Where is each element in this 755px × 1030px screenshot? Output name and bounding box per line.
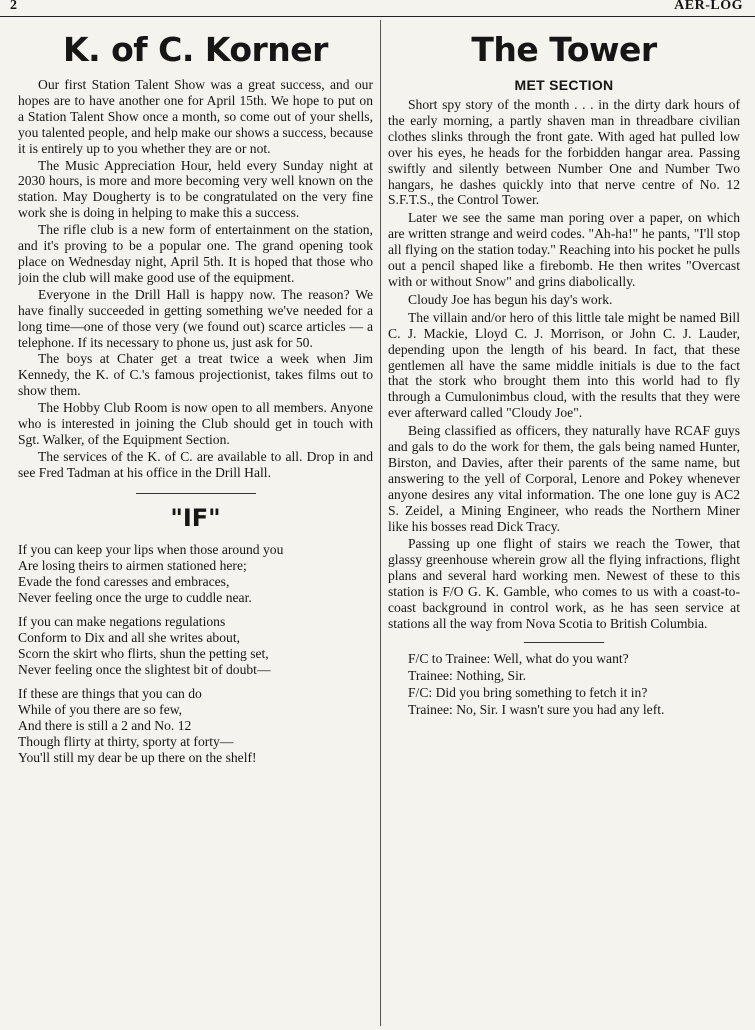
- dialogue-line: Trainee: No, Sir. I wasn't sure you had any left.: [408, 701, 665, 717]
- dialogue-line: F/C: Did you bring something to fetch it in?: [408, 684, 648, 700]
- right-column: [388, 18, 740, 1026]
- poem-body: [18, 542, 373, 766]
- joke-dialogue: [388, 651, 740, 718]
- article-paragraph: Short spy story of the month . . . in the dirty dark hours of the early morning, a partly shaven man in threadbare civilian clothes slinks through the front gate. With aged hat pulled low over his eyes, he heads for the forbidden hangar area. Passing swiftly and silently between Number One and Number Two hangars, he dashes quickly into that nerve centre of No. 12 S.F.T.S., the Control Tower.: [388, 97, 740, 208]
- poem-title: "IF": [170, 503, 221, 532]
- article-paragraph: The boys at Chater get a treat twice a week when Jim Kennedy, the K. of C.'s famous projectionist, takes films out to show them.: [18, 351, 373, 399]
- dialogue-line: F/C to Trainee: Well, what do you want?: [408, 650, 629, 666]
- publication-name: AER-LOG: [674, 0, 743, 13]
- poem-line: You'll still my dear be up there on the shelf!: [18, 749, 257, 765]
- article-paragraph: The services of the K. of C. are available to all. Drop in and see Fred Tadman at his office in the Drill Hall.: [18, 448, 373, 480]
- poem-line: Though flirty at thirty, sporty at forty—: [18, 733, 234, 749]
- poem-line: Conform to Dix and all she writes about,: [18, 629, 240, 645]
- poem-line: If you can keep your lips when those around you: [18, 541, 284, 557]
- article-paragraph: Later we see the same man poring over a paper, on which are written strange and weird codes. "Ah-ha!" he pants, "I'll stop all flying on the station today." Reaching into his pocket he pulls out a pencil shaped like a firebomb. He then writes "Overcast with or without Snow" and grins diabolically.: [388, 210, 740, 289]
- poem-line: While of you there are so few,: [18, 701, 183, 717]
- article-paragraph: Passing up one flight of stairs we reach the Tower, that glassy greenhouse wherein grow all the flying infractions, flight plans and several hard working men. Newest of these to this station is F/O G. K. Gamble, who comes to us with a coast-to-coast background in control work, as he has seen service at stations all the way from Nova Scotia to British Columbia.: [388, 536, 740, 631]
- poem-line: Are losing theirs to airmen stationed here;: [18, 557, 247, 573]
- poem-line: Evade the fond caresses and embraces,: [18, 573, 230, 589]
- met-section-heading: MET SECTION: [514, 77, 614, 93]
- poem-line: Never feeling once the slightest bit of doubt—: [18, 661, 271, 677]
- poem-line: If you can make negations regulations: [18, 613, 226, 629]
- article-paragraph: Our first Station Talent Show was a great success, and our hopes are to have another one for April 15th. We hope to put on a Station Talent Show once a month, so come out of your shells, you talented people, and help make our shows a success, because it is entirely up to you whether they are or not.: [18, 77, 373, 156]
- page-header: [0, 0, 755, 17]
- left-column: [18, 18, 373, 1026]
- article-paragraph: Everyone in the Drill Hall is happy now. The reason? We have finally succeeded in getting something we've needed for a long time—one of those very (we found out) scarce articles — a telephone. If its necessary to phone us, just ask for 50.: [18, 286, 373, 350]
- poem-stanza: [18, 614, 373, 678]
- article-paragraph: The villain and/or hero of this little tale might be named Bill C. J. Mackie, Lloyd C. J. Morrison, or John C. J. Lauder, depending upon the length of his beard. In fact, that these gentlemen all have the same middle initials is due to the fact that the stork who brought them into this world had to fly through a Cumulonimbus cloud, with the results that they were ever afterward called "Cloudy Joe".: [388, 309, 740, 421]
- column-divider: [380, 20, 381, 1026]
- poem-line: And there is still a 2 and No. 12: [18, 717, 192, 733]
- section-divider: [136, 493, 256, 494]
- article-paragraph: The rifle club is a new form of entertainment on the station, and it's proving to be a popular one. The grand opening took place on Wednesday night, April 5th. It is hoped that those who join the club will make good use of the equipment.: [18, 222, 373, 285]
- poem-line: Scorn the skirt who flirts, shun the petting set,: [18, 645, 269, 661]
- page-number: 2: [10, 0, 17, 13]
- article-paragraph: Being classified as officers, they naturally have RCAF guys and gals to do the work for them, the gals being named Hunter, Birston, and Davies, after their parents of the same name, but answering to the yell of Corporal, Lenore and Pokey whenever anyone desires any vital information. The one lone guy is AC2 S. Zeidel, a Mining Engineer, who reads the Northern Miner like his bosses read Dick Tracy.: [388, 423, 740, 534]
- kofc-korner-title: K. of C. Korner: [63, 30, 328, 69]
- poem-line: Never feeling once the urge to cuddle near.: [18, 589, 252, 605]
- the-tower-title: The Tower: [471, 30, 657, 69]
- poem-stanza: [18, 542, 373, 606]
- article-paragraph: Cloudy Joe has begun his day's work.: [408, 291, 613, 307]
- poem-stanza: [18, 686, 373, 766]
- poem-line: If these are things that you can do: [18, 685, 202, 701]
- article-paragraph: The Hobby Club Room is now open to all members. Anyone who is interested in joining the Club should get in touch with Sgt. Walker, of the Equipment Section.: [18, 400, 373, 447]
- article-paragraph: The Music Appreciation Hour, held every Sunday night at 2030 hours, is more and more becoming very well known on the station. May Dougherty is to be congratulated on the very fine work she is doing in helping to make this a success.: [18, 157, 373, 221]
- tower-article-body: [388, 97, 740, 632]
- kofc-article-body: [18, 77, 373, 481]
- section-divider: [524, 642, 604, 643]
- dialogue-line: Trainee: Nothing, Sir.: [408, 667, 527, 683]
